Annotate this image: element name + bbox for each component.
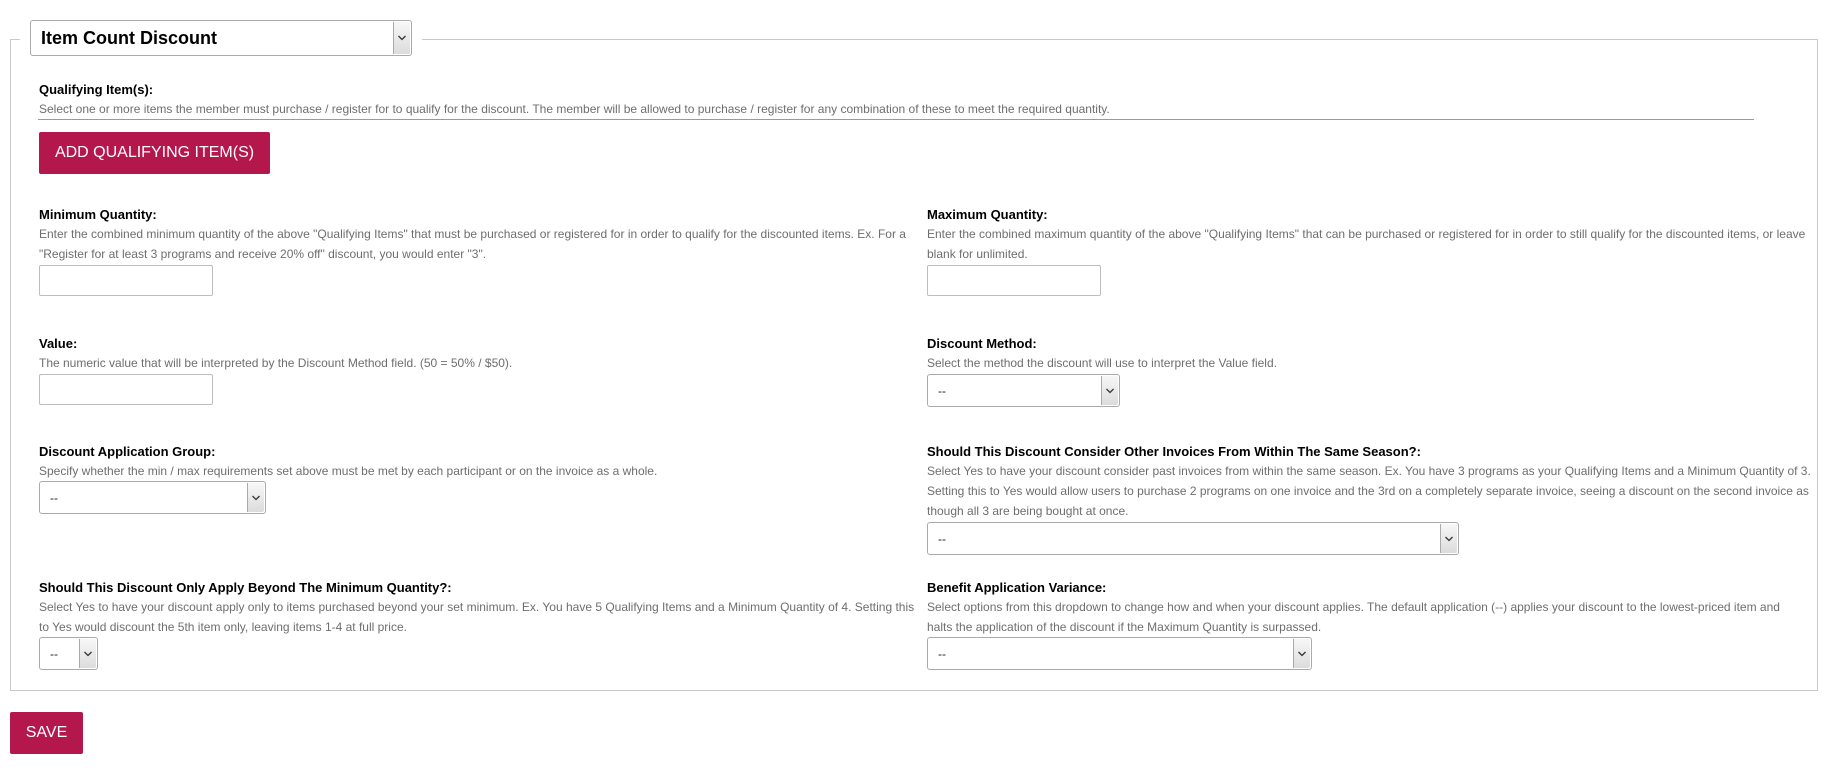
qualifying-items-label: Qualifying Item(s): <box>39 82 154 97</box>
chevron-down-icon <box>1440 524 1457 553</box>
chevron-down-icon <box>79 639 96 668</box>
save-button[interactable]: SAVE <box>10 712 83 754</box>
chevron-down-icon <box>1101 376 1118 405</box>
add-qualifying-items-button[interactable]: ADD QUALIFYING ITEM(S) <box>39 132 270 174</box>
value-help: The numeric value that will be interpreted by the Discount Method field. (50 = 50% / $50). <box>39 356 513 370</box>
value-input[interactable] <box>39 374 213 405</box>
beyond-min-select[interactable] <box>39 637 98 670</box>
chevron-down-icon <box>1293 639 1310 668</box>
discount-type-select[interactable] <box>30 20 412 56</box>
same-season-select[interactable] <box>927 522 1459 555</box>
application-group-select[interactable] <box>39 481 266 514</box>
variance-help-2: halts the application of the discount if the Maximum Quantity is surpassed. <box>927 620 1322 634</box>
variance-label: Benefit Application Variance: <box>927 580 1107 595</box>
variance-help-1: Select options from this dropdown to change how and when your discount applies. The default application (--) applies your discount to the lowest-priced item and <box>927 600 1780 614</box>
beyond-min-help-2: to Yes would discount the 5th item only, leaving items 1-4 at full price. <box>39 620 407 634</box>
discount-type-value: Item Count Discount <box>41 27 217 48</box>
min-quantity-input[interactable] <box>39 265 213 296</box>
application-group-label: Discount Application Group: <box>39 444 216 459</box>
max-quantity-help-1: Enter the combined maximum quantity of the above "Qualifying Items" that can be purchased or registered for in order to still qualify for the discounted items, or leave <box>927 227 1806 241</box>
same-season-value: -- <box>938 532 946 546</box>
max-quantity-label: Maximum Quantity: <box>927 207 1048 222</box>
max-quantity-help-2: blank for unlimited. <box>927 247 1028 261</box>
same-season-help-3: though all 3 are being bought at once. <box>927 504 1129 518</box>
min-quantity-help-1: Enter the combined minimum quantity of the above "Qualifying Items" that must be purchased or registered for in order to qualify for the discounted items. Ex. For a <box>39 227 906 241</box>
value-label: Value: <box>39 336 78 351</box>
discount-method-help: Select the method the discount will use to interpret the Value field. <box>927 356 1277 370</box>
same-season-help-2: Setting this to Yes would allow users to purchase 2 programs on one invoice and the 3rd on a completely separate invoice, seeing a discount on the second invoice as <box>927 484 1809 498</box>
discount-method-select[interactable] <box>927 374 1120 407</box>
discount-method-label: Discount Method: <box>927 336 1037 351</box>
application-group-value: -- <box>50 491 58 505</box>
same-season-label: Should This Discount Consider Other Invoices From Within The Same Season?: <box>927 444 1421 459</box>
min-quantity-label: Minimum Quantity: <box>39 207 157 222</box>
application-group-help: Specify whether the min / max requirements set above must be met by each participant or on the invoice as a whole. <box>39 464 658 478</box>
chevron-down-icon <box>393 22 410 54</box>
qualifying-items-help: Select one or more items the member must purchase / register for to qualify for the discount. The member will be allowed to purchase / register for any combination of these to meet the required quantity. <box>39 102 1110 116</box>
variance-value: -- <box>938 647 946 661</box>
qualifying-divider <box>38 119 1754 120</box>
discount-method-value: -- <box>938 384 946 398</box>
same-season-help-1: Select Yes to have your discount consider past invoices from within the same season. Ex. You have 3 programs as your Qualifying Items and a Minimum Quantity of 3. <box>927 464 1811 478</box>
chevron-down-icon <box>247 483 264 512</box>
max-quantity-input[interactable] <box>927 265 1101 296</box>
beyond-min-value: -- <box>50 647 58 661</box>
beyond-min-help-1: Select Yes to have your discount apply only to items purchased beyond your set minimum. Ex. You have 5 Qualifying Items and a Minimum Quantity of 4. Setting this <box>39 600 915 614</box>
beyond-min-label: Should This Discount Only Apply Beyond The Minimum Quantity?: <box>39 580 452 595</box>
discount-type-legend <box>20 20 422 56</box>
variance-select[interactable] <box>927 637 1312 670</box>
min-quantity-help-2: "Register for at least 3 programs and receive 20% off" discount, you would enter "3". <box>39 247 487 261</box>
